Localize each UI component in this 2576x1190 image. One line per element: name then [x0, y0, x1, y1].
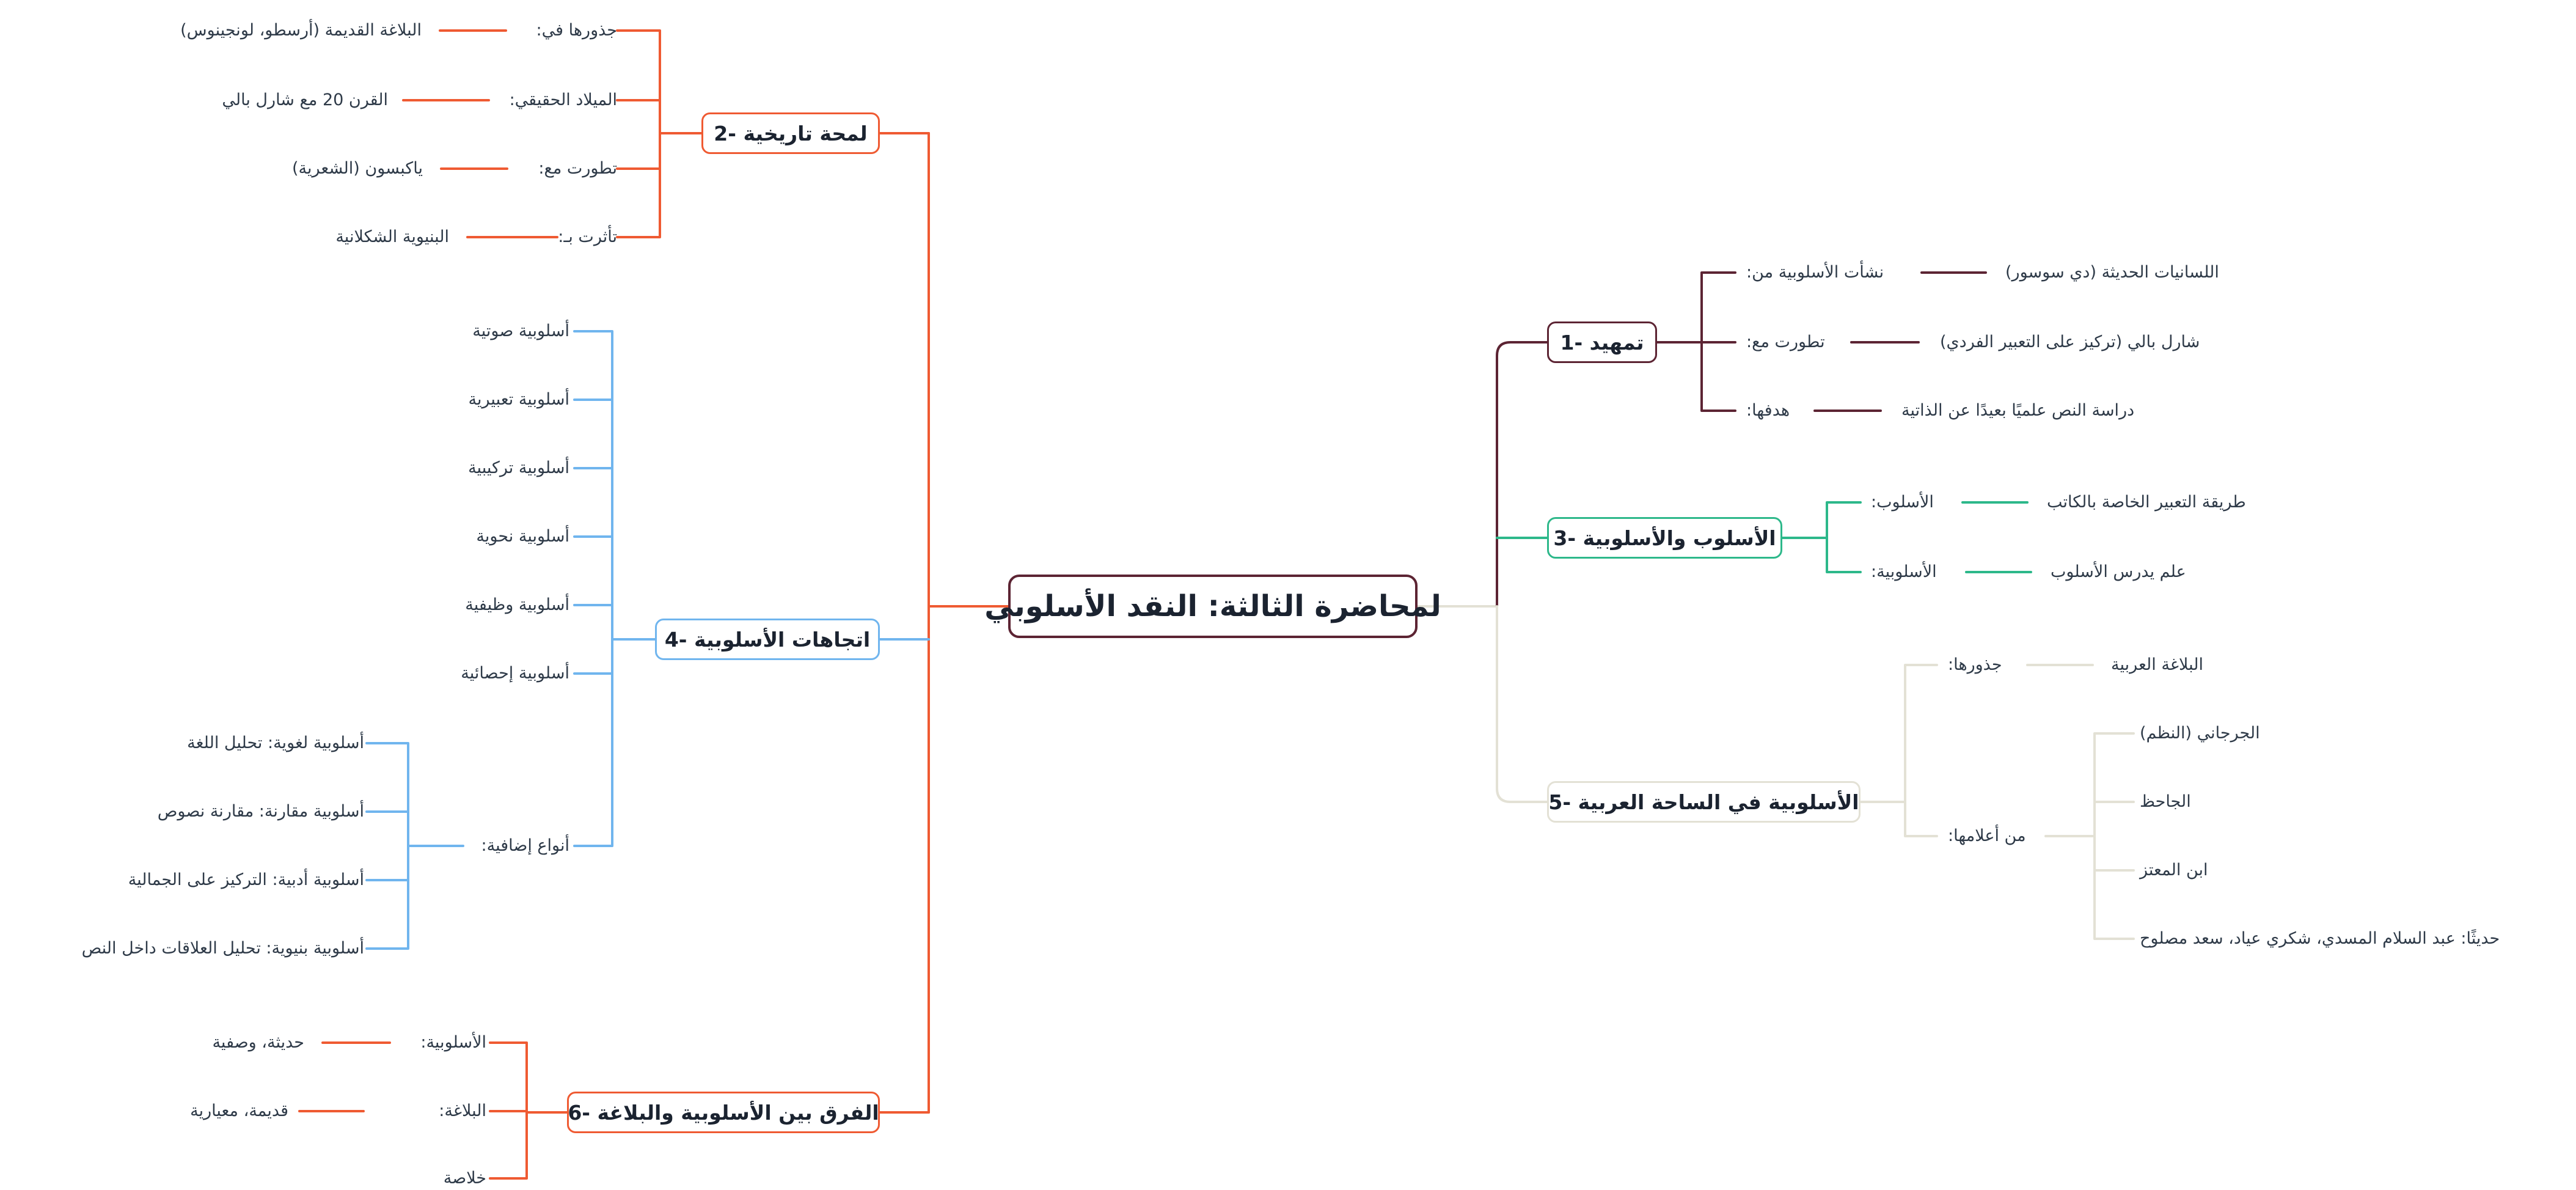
arab-figure-item: حديثًا: عبد السلام المسدي، شكري عياد، سعد مصلوح — [2140, 929, 2500, 948]
topic-arab-stylistics[interactable]: الأسلوبية في الساحة العربية -5 — [1547, 781, 1861, 823]
connector-branch-3-fan — [1782, 502, 1861, 572]
arab-figure-item: الجاحظ — [2140, 792, 2191, 811]
intro-development-value: شارل بالي (تركيز على التعبير الفردي) — [1940, 332, 2200, 351]
diff-rhetoric-value: قديمة، معيارية — [190, 1101, 288, 1120]
connector-branch-1-fan — [1657, 273, 1735, 411]
trend-extra-item: أسلوبية بنيوية: تحليل العلاقات داخل النص — [81, 939, 364, 958]
history-roots-label: :جذورها في — [536, 21, 617, 40]
connector-branch-5-leaves — [2027, 665, 2134, 939]
intro-goal-value: دراسة النص علميًا بعيدًا عن الذاتية — [1901, 401, 2135, 420]
trend-extra-item: أسلوبية لغوية: تحليل اللغة — [187, 733, 364, 752]
topic-intro[interactable]: تمهيد -1 — [1547, 321, 1657, 363]
topic-historical-overview[interactable]: لمحة تاريخية -2 — [701, 112, 880, 154]
trend-item: أسلوبية تعبيرية — [468, 390, 569, 409]
intro-goal-label: :هدفها — [1746, 401, 1790, 420]
stylistics-definition-label: :الأسلوبية — [1871, 562, 1937, 581]
connector-branch-2-fan — [617, 31, 701, 237]
intro-origin-value: اللسانيات الحديثة (دي سوسور) — [2005, 263, 2219, 282]
topic-stylistics-vs-rhetoric[interactable]: الفرق بين الأسلوبية والبلاغة -6 — [567, 1092, 880, 1133]
history-birth-value: القرن 20 مع شارل بالي — [222, 90, 388, 109]
connector-branch-5-fan — [1861, 665, 1937, 836]
connector-branch-6-leaves — [299, 1043, 390, 1111]
style-definition-label: :الأسلوب — [1871, 493, 1934, 512]
trend-extra-label: :أنواع إضافية — [481, 836, 569, 855]
history-roots-value: البلاغة القديمة (أرسطو، لونجينوس) — [180, 21, 422, 40]
history-influence-label: :تأثرت بـ — [558, 227, 617, 246]
connector-branch-4-fan — [574, 331, 655, 846]
history-birth-label: :الميلاد الحقيقي — [509, 90, 617, 109]
diff-rhetoric-label: :البلاغة — [439, 1101, 486, 1120]
arab-figure-item: ابن المعتز — [2140, 861, 2208, 880]
history-influence-value: البنيوية الشكلانية — [335, 227, 449, 246]
history-development-label: :تطورت مع — [538, 159, 617, 178]
connector-branch-6-fan — [490, 1043, 567, 1178]
diff-summary: خلاصة — [443, 1169, 486, 1188]
connector-branch-3-leaves — [1963, 502, 2031, 572]
root-topic[interactable]: لمحاضرة الثالثة: النقد الأسلوبي — [1008, 575, 1418, 638]
style-definition-value: طريقة التعبير الخاصة بالكاتب — [2047, 493, 2246, 512]
history-development-value: ياكبسون (الشعرية) — [292, 159, 423, 178]
trend-item: أسلوبية صوتية — [472, 321, 569, 340]
connector-branch-5 — [1497, 606, 1547, 802]
trend-item: أسلوبية وظيفية — [465, 595, 569, 614]
connector-branch-1 — [1497, 342, 1547, 606]
trend-extra-item: أسلوبية أدبية: التركيز على الجمالية — [128, 870, 364, 889]
stylistics-definition-value: علم يدرس الأسلوب — [2051, 562, 2186, 581]
topic-stylistics-trends[interactable]: اتجاهات الأسلوبية -4 — [655, 619, 880, 660]
arab-roots-value: البلاغة العربية — [2111, 655, 2203, 674]
topic-style-and-stylistics[interactable]: الأسلوب والأسلوبية -3 — [1547, 517, 1782, 559]
connector-branch-4-leaves — [367, 743, 463, 949]
arab-figures-label: :من أعلامها — [1948, 826, 2026, 845]
intro-development-label: :تطورت مع — [1746, 332, 1825, 351]
intro-origin-label: :نشأت الأسلوبية من — [1746, 263, 1884, 282]
trend-item: أسلوبية إحصائية — [461, 664, 569, 683]
connector-branch-2-leaves — [403, 31, 557, 237]
arab-roots-label: :جذورها — [1948, 655, 2002, 674]
trend-item: أسلوبية نحوية — [476, 527, 569, 546]
diff-stylistics-label: :الأسلوبية — [420, 1033, 486, 1052]
trend-extra-item: أسلوبية مقارنة: مقارنة نصوص — [157, 802, 364, 821]
trend-item: أسلوبية تركيبية — [468, 458, 569, 477]
arab-figure-item: الجرجاني (النظم) — [2140, 724, 2260, 743]
diff-stylistics-value: حديثة، وصفية — [212, 1033, 304, 1052]
